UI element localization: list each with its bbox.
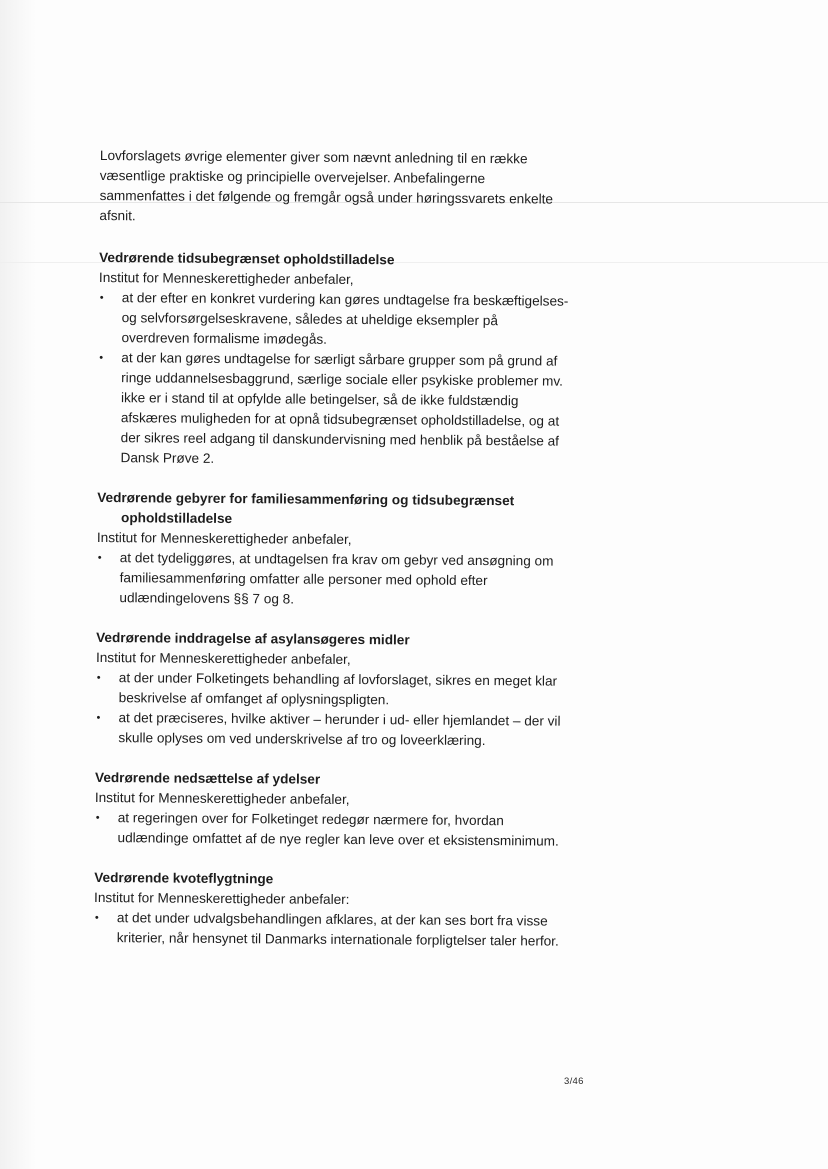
bullet-icon: • [99, 352, 104, 365]
recommendation-section [97, 248, 569, 472]
list-item-text: at det under udvalgsbehandlingen afklares, at der kan ses bort fra visse kriterier, når hensynet til Danmarks internationale forpligtelser taler herfor. [116, 910, 559, 949]
recommendation-list [95, 668, 566, 752]
recommendation-list [97, 288, 568, 472]
list-item [94, 808, 564, 852]
recommendation-section [96, 488, 567, 612]
intro-paragraph: Lovforslagets øvrige elementer giver som nævnt anledning til en række væsentlige praktiske og principielle overvejelser. Anbefalingerne sammenfattes i det følgende og fremgår også under høringssvarets enkelte afsnit. [99, 147, 554, 224]
section-heading: Vedrørende inddragelse af asylansøgeres midler [96, 629, 410, 648]
recommendation-list [94, 808, 564, 852]
section-lead: Institut for Menneskerettigheder anbefaler, [95, 649, 351, 667]
bullet-icon: • [96, 711, 101, 725]
bullet-icon: • [96, 671, 101, 685]
recommendation-sections [94, 248, 569, 952]
list-item [96, 668, 566, 712]
recommendation-section [95, 628, 566, 752]
recommendation-section [94, 868, 565, 952]
list-item [95, 708, 565, 752]
section-heading: Vedrørende gebyrer for familiesammenføring og tidsubegrænset opholdstilladelse [97, 489, 515, 527]
document-body [94, 146, 570, 972]
list-item-text: at der kan gøres undtagelse for særligt sårbare grupper som på grund af ringe uddannelsesbaggrund, særlige sociale eller psykiske problemer mv. ikke er i stand til at opfylde alle betingelser, så de ikke fuldstændig afskæres muligheden for at opnå tidsubegrænset opholdstilladelse, og at der sikres reel adgang til danskundervisning med henblik på beståelse af Dansk Prøve 2. [120, 350, 564, 466]
bullet-icon: • [95, 811, 100, 825]
section-heading: Vedrørende kvoteflygtninge [94, 869, 274, 887]
section-lead: Institut for Menneskerettigheder anbefaler, [94, 789, 350, 807]
recommendation-list [96, 548, 566, 612]
list-item [96, 548, 566, 612]
section-heading: Vedrørende nedsættelse af ydelser [94, 769, 321, 787]
list-item [97, 348, 568, 472]
bullet-icon: • [99, 292, 104, 305]
recommendation-section [94, 768, 565, 852]
section-lead: Institut for Menneskerettigheder anbefaler, [98, 269, 354, 287]
scan-shadow [0, 0, 36, 1169]
bullet-icon: • [97, 551, 102, 565]
section-lead: Institut for Menneskerettigheder anbefaler, [96, 529, 352, 547]
recommendation-list [94, 908, 564, 952]
list-item [98, 288, 568, 352]
list-item [94, 908, 564, 952]
list-item-text: at der under Folketingets behandling af lovforslaget, sikres en meget klar beskrivelse af omfanget af oplysningspligten. [118, 670, 558, 708]
section-lead: Institut for Menneskerettigheder anbefaler: [94, 889, 350, 907]
list-item-text: at regeringen over for Folketinget redegør nærmere for, hvordan udlændinge omfattet af de nye regler kan leve over et eksistensminimum. [117, 810, 559, 849]
list-item-text: at det præciseres, hvilke aktiver – herunder i ud- eller hjemlandet – der vil skulle oplyses om ved underskrivelse af tro og loveerklæring. [118, 710, 561, 749]
list-item-text: at der efter en konkret vurdering kan gøres undtagelse fra beskæftigelses- og selvforsørgelseskravene, således at uheldige eksempler på overdreven formalisme imødegås. [121, 290, 569, 347]
page-number: 3/46 [564, 1076, 584, 1087]
list-item-text: at det tydeliggøres, at undtagelsen fra krav om gebyr ved ansøgning om familiesammenføring omfatter alle personer med ophold efter udlændingelovens §§ 7 og 8. [119, 550, 554, 607]
bullet-icon: • [94, 911, 99, 925]
section-heading: Vedrørende tidsubegrænset opholdstilladelse [99, 249, 395, 268]
